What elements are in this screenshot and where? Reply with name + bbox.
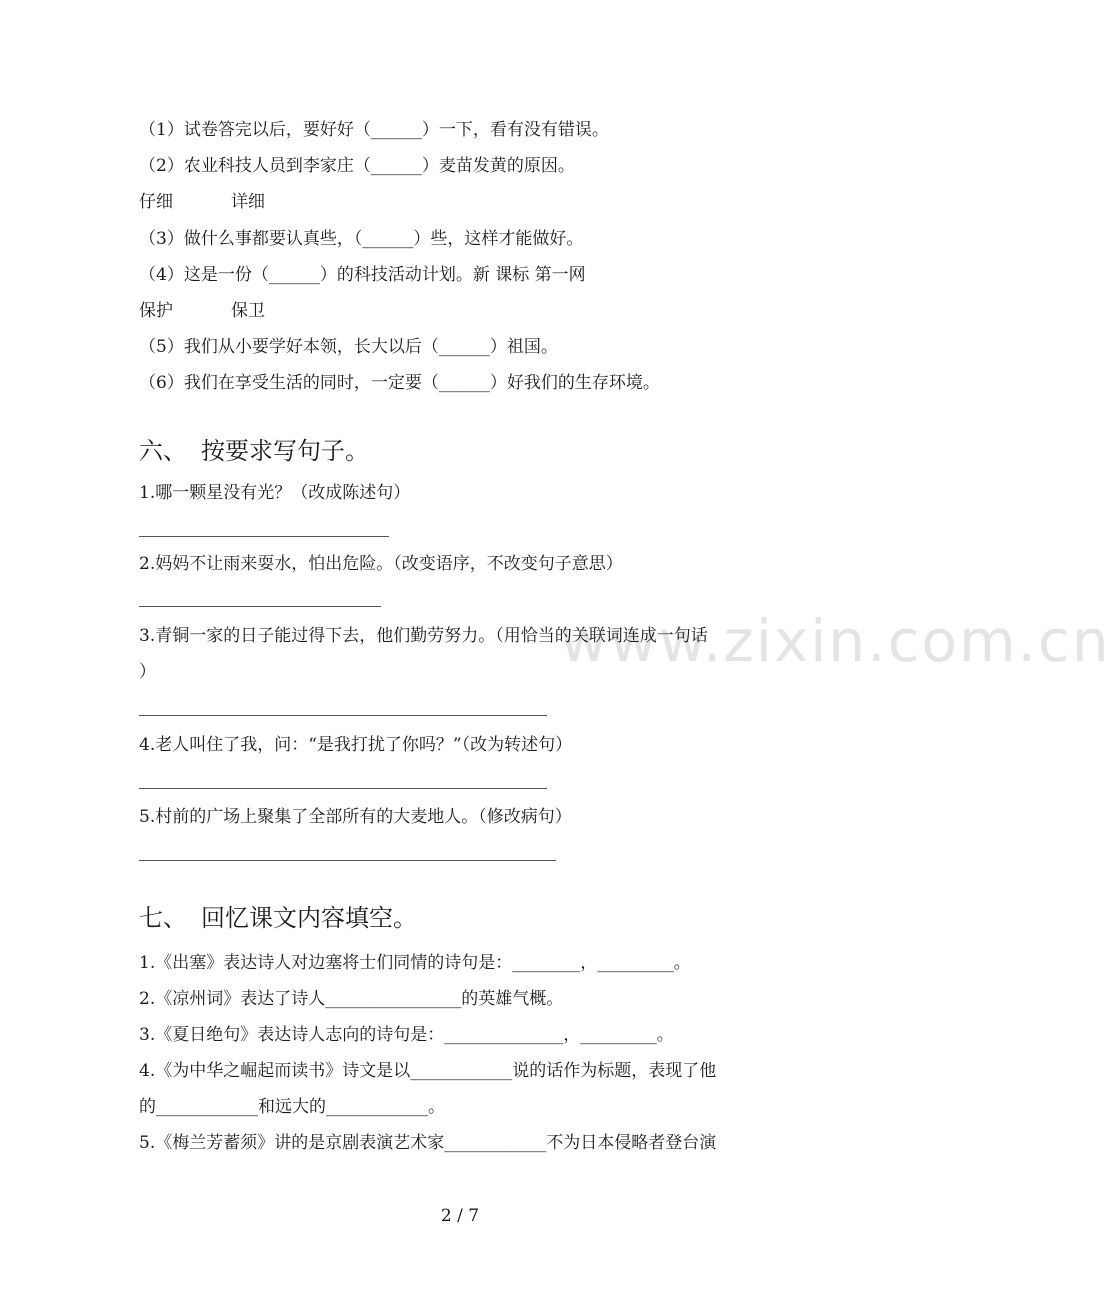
question-6-2: 2.妈妈不让雨来耍水，怕出危险。（改变语序，不改变句子意思）	[139, 554, 623, 574]
section-7-heading	[139, 902, 417, 934]
question-5-3: （3）做什么事都要认真些，（______）些，这样才能做好。	[139, 229, 584, 249]
question-7-4: 4.《为中华之崛起而读书》诗文是以____________说的话作为标题，表现了他	[139, 1061, 717, 1081]
section-title: 按要求写句子。	[201, 437, 369, 465]
answer-line	[139, 860, 556, 861]
question-5-1: （1）试卷答完以后，要好好（______）一下，看有没有错误。	[139, 120, 609, 140]
word-option: 仔细	[139, 192, 173, 212]
question-7-5: 5.《梅兰芳蓄须》讲的是京剧表演艺术家____________不为日本侵略者登台演	[139, 1133, 717, 1153]
word-option: 详细	[231, 192, 265, 212]
watermark: www.zixin.com.cn	[560, 607, 1111, 675]
question-7-3: 3.《夏日绝句》表达诗人志向的诗句是：______________，_________。	[139, 1025, 674, 1045]
question-6-1: 1.哪一颗星没有光？（改成陈述句）	[139, 483, 411, 503]
question-7-1: 1.《出塞》表达诗人对边塞将士们同情的诗句是：________，_________。	[139, 953, 691, 973]
word-pair-1	[139, 190, 265, 214]
section-number: 六、	[139, 437, 187, 465]
page-number: 2 / 7	[440, 1206, 480, 1226]
answer-line	[139, 536, 389, 537]
question-6-3-cont: ）	[139, 662, 156, 682]
question-6-3: 3.青铜一家的日子能过得下去，他们勤劳努力。（用恰当的关联词连成一句话	[139, 626, 708, 646]
answer-line	[139, 606, 381, 607]
question-5-2: （2）农业科技人员到李家庄（______）麦苗发黄的原因。	[139, 156, 575, 176]
word-option: 保护	[139, 301, 173, 321]
section-title: 回忆课文内容填空。	[201, 904, 417, 932]
word-option: 保卫	[231, 301, 265, 321]
section-number: 七、	[139, 904, 187, 932]
question-5-4: （4）这是一份（______）的科技活动计划。新 课标 第一网	[139, 265, 586, 285]
question-7-4-cont: 的____________和远大的____________。	[139, 1097, 445, 1117]
question-5-6: （6）我们在享受生活的同时，一定要（______）好我们的生存环境。	[139, 373, 660, 393]
word-pair-2	[139, 299, 265, 323]
answer-line	[139, 715, 547, 716]
answer-line	[139, 788, 547, 789]
question-7-2: 2.《凉州词》表达了诗人________________的英雄气概。	[139, 989, 564, 1009]
question-6-5: 5.村前的广场上聚集了全部所有的大麦地人。（修改病句）	[139, 807, 572, 827]
section-6-heading	[139, 435, 369, 467]
question-5-5: （5）我们从小要学好本领，长大以后（______）祖国。	[139, 337, 558, 357]
question-6-4: 4.老人叫住了我，问：“是我打扰了你吗？”（改为转述句）	[139, 735, 573, 755]
